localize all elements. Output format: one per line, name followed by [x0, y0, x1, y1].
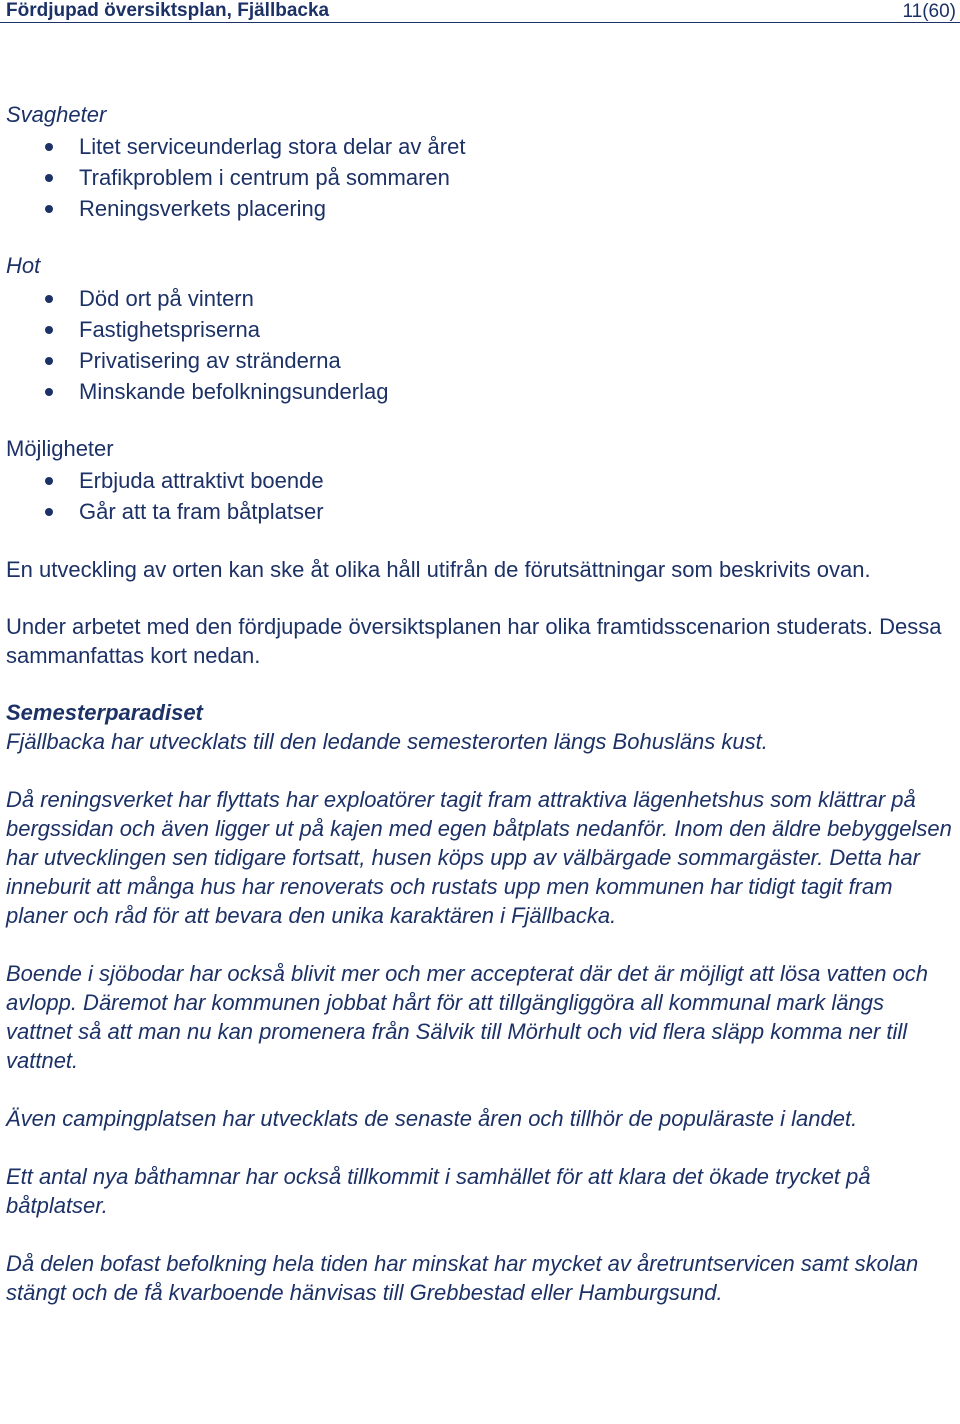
list-item: Död ort på vintern — [6, 283, 954, 314]
bullet-icon — [45, 388, 53, 396]
list-item: Erbjuda attraktivt boende — [6, 465, 954, 496]
bullet-icon — [45, 143, 53, 151]
document-body — [6, 100, 954, 1307]
page-header — [0, 0, 960, 23]
list-item: Trafikproblem i centrum på sommaren — [6, 162, 954, 193]
document-title: Fördjupad översiktsplan, Fjällbacka — [6, 0, 330, 21]
scenario-paragraph: Då delen bofast befolkning hela tiden har minskat har mycket av åretruntservicen samt skolan stängt och de få kvarboende hänvisas till Grebbestad eller Hamburgsund. — [6, 1251, 919, 1305]
scenario-paragraph: Då reningsverket har flyttats har exploatörer tagit fram attraktiva lägenhetshus som klättrar på bergssidan och även ligger ut på kajen med egen båtplats nedanför. Inom den äldre bebyggelsen har utvecklingen sen tidigare fortsatt, husen köps upp av välbärgade sommargäster. Detta har inneburit att många hus har renoverats och rustats upp men kommunen har tidigt tagit fram planer och råd för att bevara den unika karaktären i Fjällbacka. — [6, 787, 952, 928]
mojligheter-heading: Möjligheter — [6, 436, 114, 461]
scenario-lead: Fjällbacka har utvecklats till den ledande semesterorten längs Bohusläns kust. — [6, 729, 768, 754]
svagheter-heading: Svagheter — [6, 102, 107, 127]
list-item: Minskande befolkningsunderlag — [6, 376, 954, 407]
bullet-icon — [45, 508, 53, 516]
scenario-heading: Semesterparadiset — [6, 700, 203, 725]
bullet-icon — [45, 357, 53, 365]
list-item: Fastighetspriserna — [6, 314, 954, 345]
intro-paragraph-1: En utveckling av orten kan ske åt olika håll utifrån de förutsättningar som beskrivits ovan. — [6, 557, 871, 582]
page-number: 11(60) — [902, 1, 956, 22]
mojligheter-list — [6, 465, 954, 527]
scenario-paragraph: Även campingplatsen har utvecklats de senaste åren och tillhör de populäraste i landet. — [6, 1106, 858, 1131]
bullet-icon — [45, 326, 53, 334]
scenario-paragraph: Ett antal nya båthamnar har också tillkommit i samhället för att klara det ökade trycket på båtplatser. — [6, 1164, 871, 1218]
bullet-icon — [45, 295, 53, 303]
list-item: Litet serviceunderlag stora delar av året — [6, 131, 954, 162]
hot-heading: Hot — [6, 253, 41, 278]
list-item: Privatisering av stränderna — [6, 345, 954, 376]
list-item: Reningsverkets placering — [6, 193, 954, 224]
list-item: Går att ta fram båtplatser — [6, 496, 954, 527]
bullet-icon — [45, 205, 53, 213]
bullet-icon — [45, 174, 53, 182]
scenario-paragraph: Boende i sjöbodar har också blivit mer och mer accepterat där det är möjligt att lösa vatten och avlopp. Däremot har kommunen jobbat hårt för att tillgängliggöra all kommunal mark längs vattnet så att man nu kan promenera från Sälvik till Mörhult och vid flera släpp komma ner till vattnet. — [6, 961, 929, 1073]
bullet-icon — [45, 477, 53, 485]
intro-paragraph-2: Under arbetet med den fördjupade översiktsplanen har olika framtidsscenarion studerats. Dessa sammanfattas kort nedan. — [6, 614, 942, 668]
svagheter-list — [6, 131, 954, 224]
hot-list — [6, 283, 954, 407]
